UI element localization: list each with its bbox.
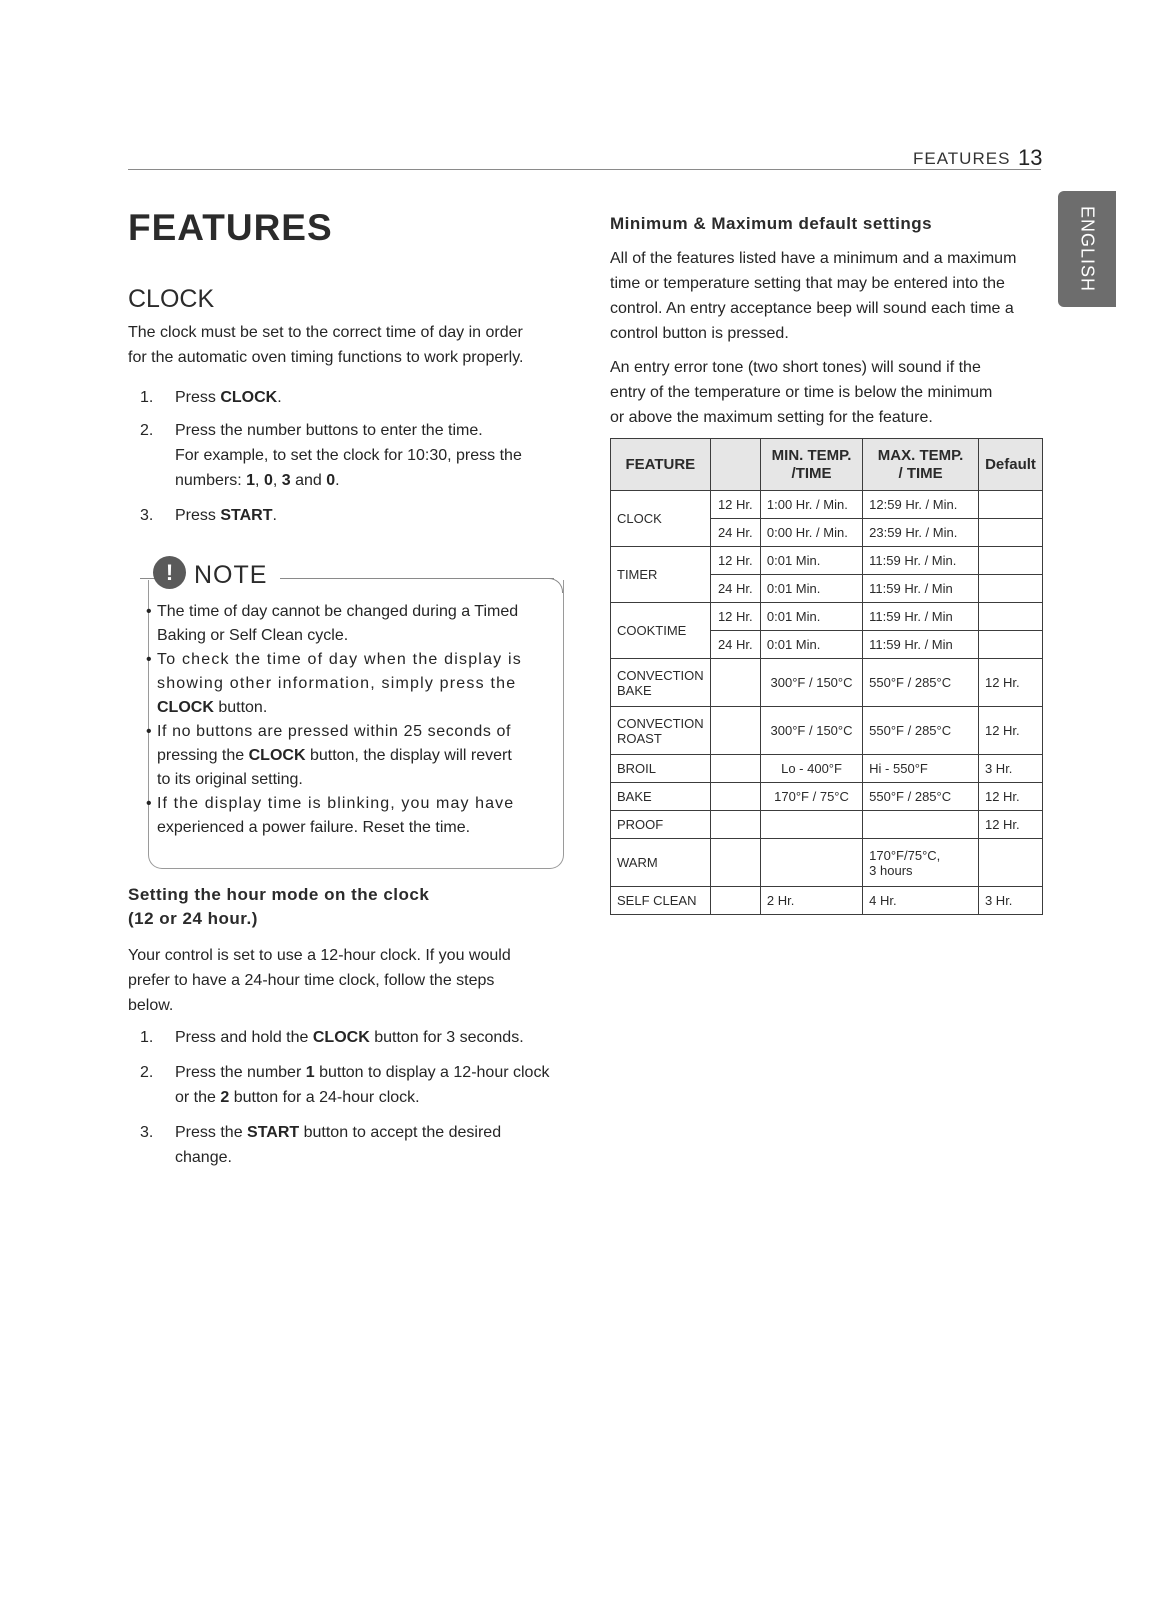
table-row bbox=[611, 659, 1043, 707]
hour-mode-step-1: 1. Press and hold the CLOCK button for 3 seconds. bbox=[140, 1029, 524, 1046]
note-border bbox=[280, 578, 554, 579]
table-cell: 12 Hr. bbox=[710, 491, 760, 519]
language-tab-label: ENGLISH bbox=[1077, 205, 1098, 293]
minmax-paragraph-1: All of the features listed have a minimum and a maximum time or temperature setting that may be entered into the control. An entry acceptance beep will sound each time a control button is pressed. bbox=[610, 250, 1017, 342]
table-cell: CLOCK bbox=[611, 491, 711, 547]
clock-step-1 bbox=[140, 385, 570, 410]
table-header: MAX. TEMP. / TIME bbox=[863, 439, 979, 491]
table-cell: 0:01 Min. bbox=[760, 547, 862, 575]
step-text: Press the number buttons to enter the time. For example, to set the clock for 10:30, press the numbers: 1, 0, 3 and 0. bbox=[175, 422, 522, 489]
table-cell bbox=[710, 783, 760, 811]
step-number: 2. bbox=[140, 422, 154, 439]
table-cell: 300°F / 150°C bbox=[760, 659, 862, 707]
table-row bbox=[611, 707, 1043, 755]
table-cell: 550°F / 285°C bbox=[863, 707, 979, 755]
table-cell bbox=[760, 811, 862, 839]
table-cell bbox=[710, 811, 760, 839]
table-cell: BAKE bbox=[611, 783, 711, 811]
table-cell: 12 Hr. bbox=[978, 707, 1042, 755]
settings-table bbox=[610, 438, 1043, 915]
minmax-paragraph-2: An entry error tone (two short tones) will sound if the entry of the temperature or time is below the minimum or above the maximum setting for the feature. bbox=[610, 359, 993, 426]
table-row bbox=[611, 547, 1043, 575]
table-cell: 12 Hr. bbox=[710, 547, 760, 575]
note-item: • The time of day cannot be changed during a Timed Baking or Self Clean cycle. bbox=[146, 603, 519, 644]
table-cell bbox=[978, 519, 1042, 547]
hour-mode-step-3: 3. Press the START button to accept the desired change. bbox=[140, 1124, 502, 1166]
table-cell: 0:01 Min. bbox=[760, 631, 862, 659]
note-item: • If the display time is blinking, you may have experienced a power failure. Reset the time. bbox=[146, 795, 515, 836]
table-cell bbox=[863, 811, 979, 839]
table-row bbox=[611, 783, 1043, 811]
table-cell: 4 Hr. bbox=[863, 887, 979, 915]
table-cell: TIMER bbox=[611, 547, 711, 603]
table-cell: 0:00 Hr. / Min. bbox=[760, 519, 862, 547]
table-header: FEATURE bbox=[611, 439, 711, 491]
table-cell: 12 Hr. bbox=[710, 603, 760, 631]
table-cell: 11:59 Hr. / Min bbox=[863, 631, 979, 659]
table-cell bbox=[760, 839, 862, 887]
table-cell: CONVECTION BAKE bbox=[611, 659, 711, 707]
table-cell: CONVECTION ROAST bbox=[611, 707, 711, 755]
table-cell: 550°F / 285°C bbox=[863, 659, 979, 707]
table-row bbox=[611, 887, 1043, 915]
table-cell: 24 Hr. bbox=[710, 519, 760, 547]
table-cell bbox=[710, 659, 760, 707]
table-cell bbox=[710, 755, 760, 783]
table-cell: 1:00 Hr. / Min. bbox=[760, 491, 862, 519]
table-cell: Hi - 550°F bbox=[863, 755, 979, 783]
table-cell bbox=[978, 631, 1042, 659]
table-cell: BROIL bbox=[611, 755, 711, 783]
step-number: 3. bbox=[140, 507, 154, 524]
table-header bbox=[710, 439, 760, 491]
clock-intro bbox=[128, 320, 568, 370]
table-cell: 550°F / 285°C bbox=[863, 783, 979, 811]
header-rule bbox=[128, 169, 1041, 170]
table-cell bbox=[710, 707, 760, 755]
table-cell: 12 Hr. bbox=[978, 659, 1042, 707]
table-cell: 24 Hr. bbox=[710, 631, 760, 659]
table-cell bbox=[978, 547, 1042, 575]
table-cell: 170°F / 75°C bbox=[760, 783, 862, 811]
table-cell: 2 Hr. bbox=[760, 887, 862, 915]
table-cell: 0:01 Min. bbox=[760, 575, 862, 603]
table-header: MIN. TEMP. /TIME bbox=[760, 439, 862, 491]
table-cell: 170°F/75°C, 3 hours bbox=[863, 839, 979, 887]
page-number: 13 bbox=[1018, 145, 1043, 170]
table-cell: WARM bbox=[611, 839, 711, 887]
note-label: NOTE bbox=[194, 561, 268, 589]
table-cell: 12:59 Hr. / Min. bbox=[863, 491, 979, 519]
table-row bbox=[611, 811, 1043, 839]
table-cell: 12 Hr. bbox=[978, 811, 1042, 839]
table-cell bbox=[978, 839, 1042, 887]
clock-step-2 bbox=[140, 418, 570, 493]
table-header: Default bbox=[978, 439, 1042, 491]
table-row bbox=[611, 755, 1043, 783]
clock-step-3 bbox=[140, 503, 570, 528]
clock-intro-line: The clock must be set to the correct time of day in order bbox=[128, 324, 523, 341]
table-cell: SELF CLEAN bbox=[611, 887, 711, 915]
table-cell: Lo - 400°F bbox=[760, 755, 862, 783]
table-cell bbox=[710, 839, 760, 887]
hour-mode-intro: Your control is set to use a 12-hour clock. If you would prefer to have a 24-hour time clock, follow the steps below. bbox=[128, 947, 511, 1014]
table-cell bbox=[978, 575, 1042, 603]
page-title: FEATURES bbox=[128, 207, 333, 248]
step-number: 1. bbox=[140, 389, 154, 406]
table-cell: 11:59 Hr. / Min bbox=[863, 575, 979, 603]
table-cell: PROOF bbox=[611, 811, 711, 839]
table-cell: COOKTIME bbox=[611, 603, 711, 659]
hour-mode-heading: Setting the hour mode on the clock (12 or 24 hour.) bbox=[128, 885, 430, 928]
table-cell: 12 Hr. bbox=[978, 783, 1042, 811]
table-row bbox=[611, 839, 1043, 887]
table-cell: 3 Hr. bbox=[978, 887, 1042, 915]
table-header-row bbox=[611, 439, 1043, 491]
table-cell: 3 Hr. bbox=[978, 755, 1042, 783]
step-text: Press START. bbox=[175, 507, 277, 524]
step-text: Press CLOCK. bbox=[175, 389, 282, 406]
table-cell bbox=[710, 887, 760, 915]
table-row bbox=[611, 603, 1043, 631]
note-item: • To check the time of day when the display is showing other information, simply press the CLOCK button. bbox=[146, 651, 522, 716]
table-cell: 11:59 Hr. / Min. bbox=[863, 547, 979, 575]
clock-heading: CLOCK bbox=[128, 285, 215, 313]
warning-icon: ! bbox=[153, 556, 186, 589]
hour-mode-step-2: 2. Press the number 1 button to display a 12-hour clock or the 2 button for a 24-hour clock. bbox=[140, 1064, 550, 1106]
table-row bbox=[611, 491, 1043, 519]
table-cell bbox=[978, 491, 1042, 519]
table-cell: 300°F / 150°C bbox=[760, 707, 862, 755]
minmax-heading: Minimum & Maximum default settings bbox=[610, 214, 933, 233]
header-section-title: FEATURES bbox=[913, 149, 1011, 168]
table-cell: 23:59 Hr. / Min. bbox=[863, 519, 979, 547]
table-cell: 0:01 Min. bbox=[760, 603, 862, 631]
table-cell bbox=[978, 603, 1042, 631]
language-tab bbox=[1058, 191, 1116, 307]
clock-intro-line: for the automatic oven timing functions to work properly. bbox=[128, 349, 524, 366]
note-item: • If no buttons are pressed within 25 seconds of pressing the CLOCK button, the display will revert to its original setting. bbox=[146, 723, 512, 788]
table-cell: 24 Hr. bbox=[710, 575, 760, 603]
table-cell: 11:59 Hr. / Min bbox=[863, 603, 979, 631]
